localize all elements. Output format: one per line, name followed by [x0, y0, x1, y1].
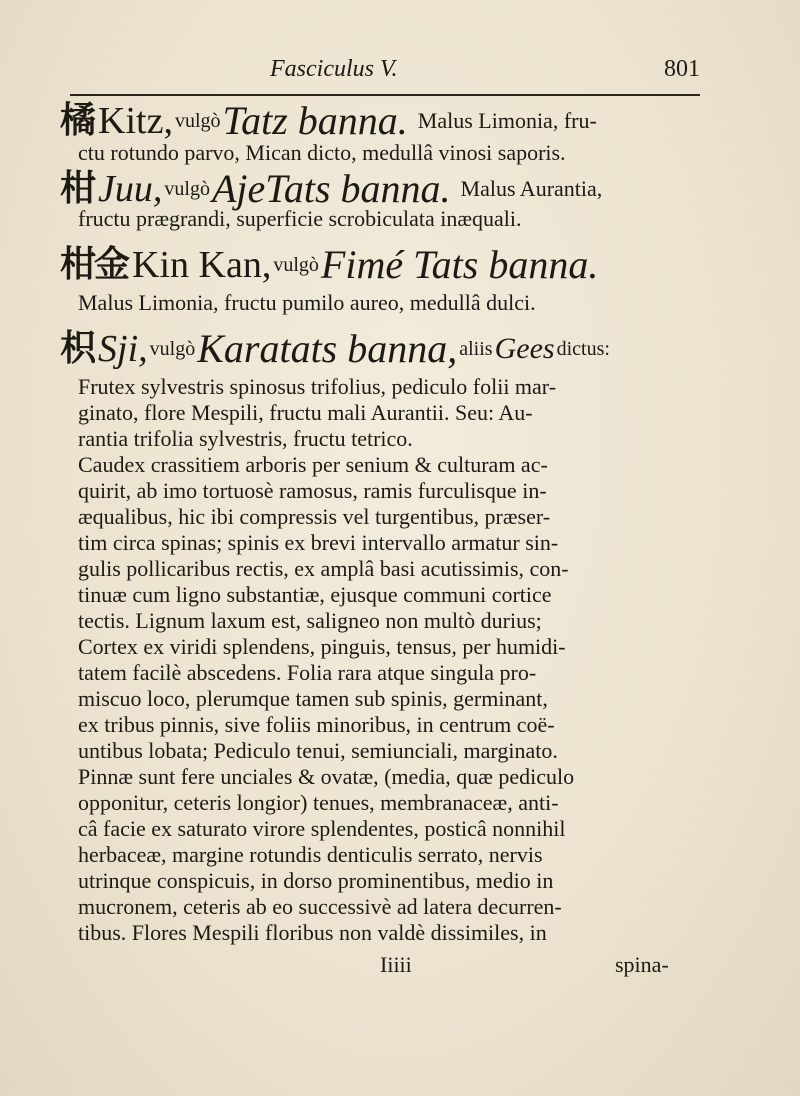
text-line: tim circa spinas; spinis ex brevi intervallo armatur sin-: [78, 530, 559, 555]
running-title: Fasciculus V.: [270, 56, 398, 82]
japanese-name: Kitz,: [98, 100, 173, 142]
text-line: câ facie ex saturato virore splendentes, posticâ nonnihil: [78, 816, 566, 841]
latin-name: Malus Aurantia,: [460, 176, 603, 201]
signature-mark: Iiiii: [380, 952, 412, 977]
text-line: Malus Limonia, fructu pumilo aureo, medullâ dulci.: [78, 290, 536, 315]
vulgo-label: vulgò: [174, 110, 221, 132]
text-line: rantia trifolia sylvestris, fructu tetrico.: [78, 426, 413, 451]
common-name: Fimé Tats banna.: [320, 242, 599, 287]
text-line: herbaceæ, margine rotundis denticulis serrato, nervis: [78, 842, 543, 867]
text-line: æqualibus, hic ibi compressis vel turgentibus, præser-: [78, 504, 551, 529]
text-line: quirit, ab imo tortuosè ramosus, ramis furculisque in-: [78, 478, 547, 503]
text-line: opponitur, ceteris longior) tenues, membranaceæ, anti-: [78, 790, 559, 815]
vulgo-label: vulgò: [273, 254, 319, 276]
dictus-label: dictus:: [556, 338, 610, 360]
alias-name: Gees: [494, 332, 555, 365]
text-line: gulis pollicaribus rectis, ex amplâ basi acutissimis, con-: [78, 556, 569, 581]
text-line: ctu rotundo parvo, Mican dicto, medullâ vinosi saporis.: [78, 140, 566, 165]
vulgo-label: vulgò: [149, 338, 196, 360]
japanese-name: Juu,: [98, 168, 163, 210]
text-line: Cortex ex viridi splendens, pinguis, tensus, per humidi-: [78, 634, 566, 659]
page-header: [70, 52, 700, 96]
text-line: Pinnæ sunt fere unciales & ovatæ, (media, quæ pediculo: [78, 764, 575, 789]
aliis-label: aliis: [459, 338, 493, 360]
entry-heading-kitz: [60, 92, 720, 142]
kanji-glyph: 柑金: [60, 244, 129, 285]
japanese-name: Kin Kan,: [132, 244, 272, 286]
common-name: Tatz banna.: [222, 98, 408, 143]
text-line: fructu prægrandi, superficie scrobiculata inæquali.: [78, 206, 522, 231]
text-line: miscuo loco, plerumque tamen sub spinis, germinant,: [78, 686, 548, 711]
common-name: Karatats banna,: [197, 326, 458, 371]
page-number: 801: [664, 56, 700, 82]
text-line: Frutex sylvestris spinosus trifolius, pediculo folii mar-: [78, 374, 557, 399]
text-line: tectis. Lignum laxum est, saligneo non multò durius;: [78, 608, 542, 633]
text-line: ginato, flore Mespili, fructu mali Aurantii. Seu: Au-: [78, 400, 533, 425]
text-line: untibus lobata; Pediculo tenui, semiunciali, marginato.: [78, 738, 558, 763]
entry-heading-kinkan: [60, 236, 720, 286]
vulgo-label: vulgò: [164, 178, 210, 200]
text-line: tinuæ cum ligno substantiæ, ejusque communi cortice: [78, 582, 552, 607]
latin-name: Malus Limonia, fru-: [417, 108, 597, 133]
japanese-name: Sji,: [98, 328, 148, 370]
text-line: utrinque conspicuis, in dorso prominentibus, medio in: [78, 868, 554, 893]
text-line: ex tribus pinnis, sive foliis minoribus, in centrum coë-: [78, 712, 555, 737]
text-line: tibus. Flores Mespili floribus non valdè dissimiles, in: [78, 920, 547, 945]
text-line: mucronem, ceteris ab eo successivè ad latera decurren-: [78, 894, 562, 919]
catchword: spina-: [615, 952, 669, 977]
kanji-glyph: 枳: [60, 328, 95, 369]
common-name: AjeTats banna.: [211, 166, 451, 211]
entry-heading-juu: [60, 160, 720, 210]
text-line: tatem facilè abscedens. Folia rara atque singula pro-: [78, 660, 537, 685]
text-line: Caudex crassitiem arboris per senium & culturam ac-: [78, 452, 548, 477]
entry-heading-sji: [60, 320, 720, 370]
kanji-glyph: 橘: [60, 100, 95, 141]
kanji-glyph: 柑: [60, 168, 95, 209]
